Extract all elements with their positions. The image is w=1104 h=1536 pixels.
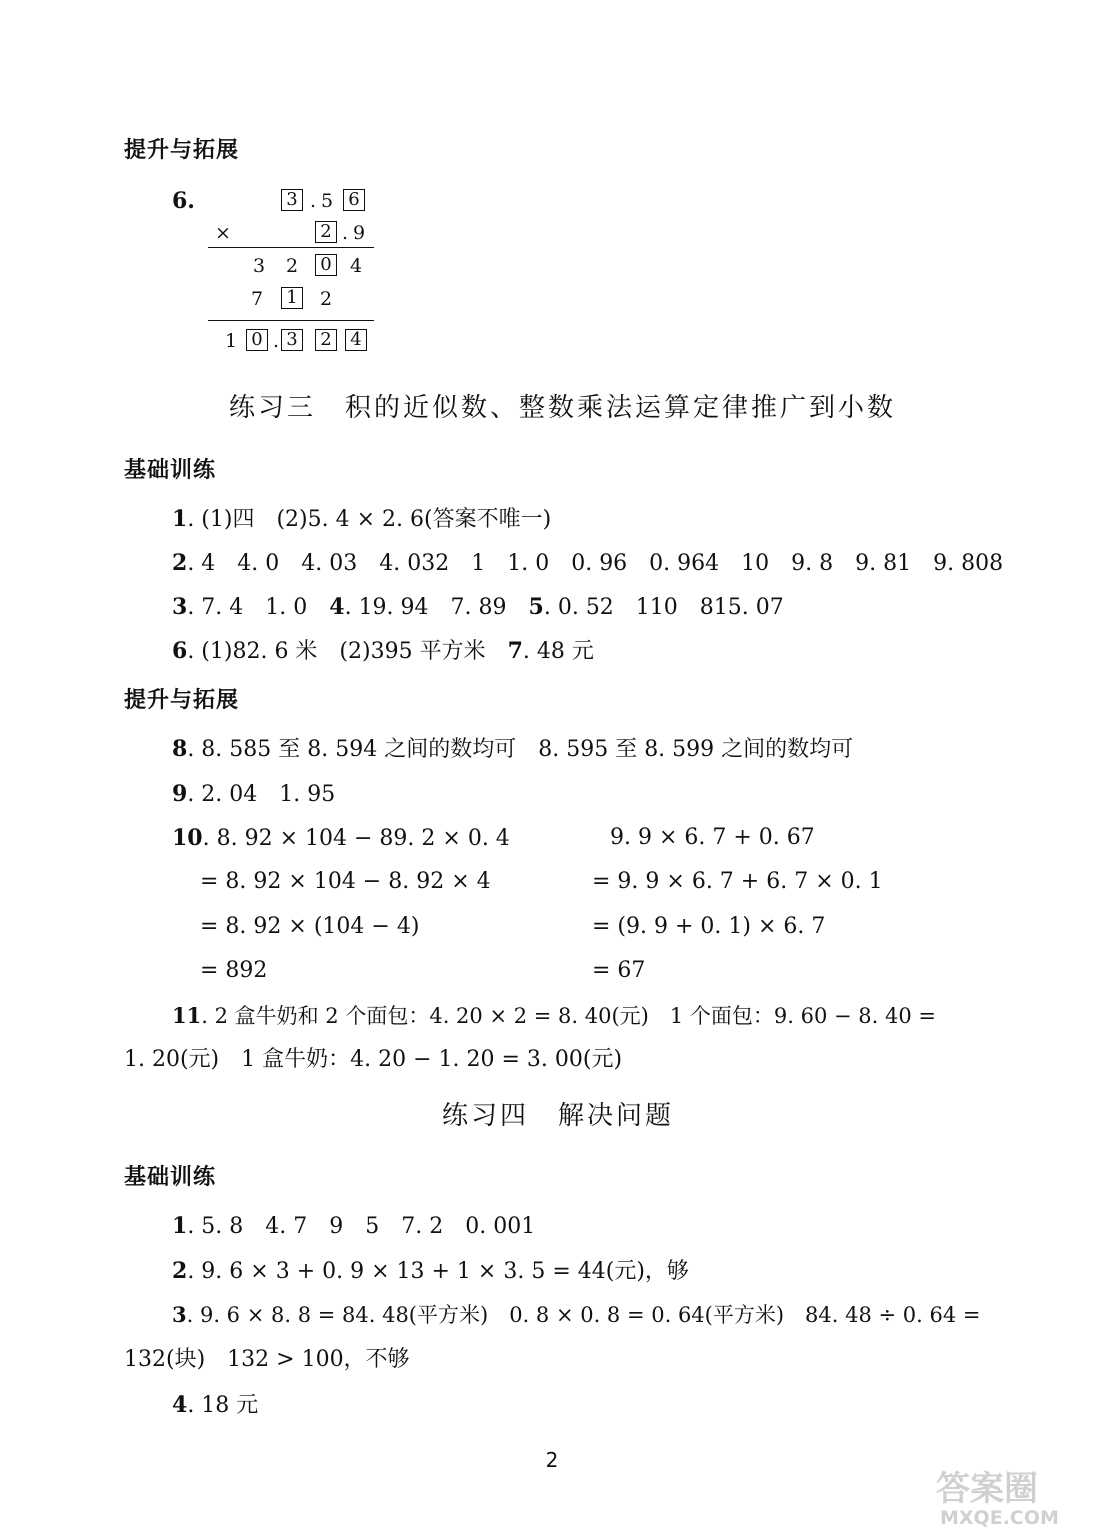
- page-number: 2: [545, 1448, 559, 1472]
- digit-box: 3: [281, 329, 303, 351]
- digit: 4: [349, 255, 363, 277]
- decimal-point: .: [341, 222, 349, 244]
- calc-text: . 8. 92 × 104 − 89. 2 × 0. 4: [202, 826, 510, 851]
- digit: 2: [319, 288, 333, 310]
- question-number: 7: [507, 638, 523, 664]
- answer-text: . 2 盒牛奶和 2 个面包：4. 20 × 2 = 8. 40(元) 1 个面包：9. 60 − 8. 40 =: [201, 1004, 936, 1028]
- answer-line-4-1: [172, 1213, 535, 1240]
- answer-text: . (1)四 (2)5. 4 × 2. 6(答案不唯一): [187, 507, 552, 532]
- question-number: 6: [172, 638, 188, 664]
- answer-line-6: [172, 638, 594, 665]
- question-number: 5: [528, 594, 544, 620]
- answer-text: . 7. 4 1. 0: [187, 595, 330, 620]
- answer-text: . 9. 6 × 3 + 0. 9 × 13 + 1 × 3. 5 = 44(元)，够: [187, 1259, 689, 1284]
- answer-text: . 8. 585 至 8. 594 之间的数均可 8. 595 至 8. 599 之间的数均可: [187, 737, 854, 762]
- watermark-bottom-text: MXQE.COM: [940, 1507, 1059, 1529]
- answer-line-2: [172, 550, 1003, 577]
- question-number: 4: [329, 594, 345, 620]
- decimal-point: .: [309, 190, 317, 212]
- multiply-sign: ×: [215, 222, 231, 244]
- answer-line-1: [172, 506, 551, 533]
- question-number: 3: [172, 594, 188, 620]
- digit: 2: [285, 255, 299, 277]
- section-label-extend: 提升与拓展: [124, 688, 240, 713]
- watermark-top-text: 答案圈: [936, 1469, 1038, 1509]
- calc-right-line-2: = 9. 9 × 6. 7 + 6. 7 × 0. 1: [592, 869, 883, 894]
- digit: 7: [250, 288, 264, 310]
- answer-text: . (1)82. 6 米 (2)395 平方米: [187, 639, 508, 664]
- digit-box: 0: [315, 254, 337, 276]
- digit: 1: [224, 330, 238, 352]
- calc-left-line-4: = 892: [200, 958, 268, 983]
- digit-box: 3: [281, 189, 303, 211]
- answer-text: . 18 元: [187, 1393, 259, 1418]
- digit: 9: [352, 222, 366, 244]
- calc-left-line-1: [172, 825, 510, 852]
- section-label-basic: 基础训练: [124, 458, 217, 483]
- digit: 5: [320, 190, 334, 212]
- answer-line-4-3: [172, 1302, 981, 1328]
- rule-2: [208, 320, 374, 321]
- section-label-basic-2: 基础训练: [124, 1165, 217, 1190]
- question-number: 2: [172, 1258, 188, 1284]
- decimal-point: .: [272, 330, 280, 352]
- answer-text: . 0. 52 110 815. 07: [543, 595, 784, 620]
- calc-right-line-4: = 67: [592, 958, 646, 983]
- answer-text: . 9. 6 × 8. 8 = 84. 48(平方米) 0. 8 × 0. 8 = 0. 64(平方米) 84. 48 ÷ 0. 64 =: [186, 1303, 981, 1327]
- calc-left-line-2: = 8. 92 × 104 − 8. 92 × 4: [200, 869, 491, 894]
- problem-6-number: 6.: [172, 188, 195, 214]
- calc-right-line-3: = (9. 9 + 0. 1) × 6. 7: [592, 914, 826, 939]
- question-number: 1: [172, 1213, 188, 1239]
- answer-line-11: [172, 1003, 936, 1029]
- rule-1: [208, 247, 374, 248]
- question-number: 9: [172, 781, 188, 807]
- watermark-logo: [928, 1460, 1088, 1530]
- digit-box: 6: [343, 189, 365, 211]
- question-number: 3: [172, 1302, 187, 1327]
- digit-box: 4: [345, 329, 367, 351]
- answer-text: . 5. 8 4. 7 9 5 7. 2 0. 001: [187, 1214, 536, 1239]
- exercise-3-title: 练习三 积的近似数、整数乘法运算定律推广到小数: [229, 393, 897, 423]
- calc-left-line-3: = 8. 92 × (104 − 4): [200, 914, 420, 939]
- answer-line-8: [172, 736, 853, 763]
- answer-line-4-2: [172, 1258, 689, 1285]
- digit-box: 0: [246, 329, 268, 351]
- answer-text: . 19. 94 7. 89: [344, 595, 529, 620]
- question-number: 1: [172, 506, 188, 532]
- exercise-4-title: 练习四 解决问题: [442, 1101, 675, 1131]
- answer-line-9: [172, 781, 335, 808]
- question-number: 8: [172, 736, 188, 762]
- question-number: 2: [172, 550, 188, 576]
- digit: 3: [252, 255, 266, 277]
- answer-line-3: [172, 594, 784, 621]
- calc-right-line-1: 9. 9 × 6. 7 + 0. 67: [610, 825, 815, 850]
- question-number: 10: [172, 825, 203, 851]
- digit-box: 2: [315, 329, 337, 351]
- question-number: 4: [172, 1392, 188, 1418]
- question-number: 11: [172, 1003, 202, 1028]
- answer-text: . 4 4. 0 4. 03 4. 032 1 1. 0 0. 96 0. 964 10 9. 8 9. 81 9. 808: [187, 551, 1004, 576]
- answer-text: . 2. 04 1. 95: [187, 782, 336, 807]
- section-label-extend-top: 提升与拓展: [124, 138, 240, 163]
- digit-box: 1: [281, 287, 303, 309]
- digit-box: 2: [315, 221, 337, 243]
- answer-line-4-4: [172, 1392, 258, 1419]
- answer-line-11-cont: 1. 20(元) 1 盒牛奶：4. 20 − 1. 20 = 3. 00(元): [124, 1047, 623, 1072]
- answer-line-4-3-cont: 132(块) 132 > 100，不够: [124, 1347, 410, 1372]
- answer-text: . 48 元: [522, 639, 594, 664]
